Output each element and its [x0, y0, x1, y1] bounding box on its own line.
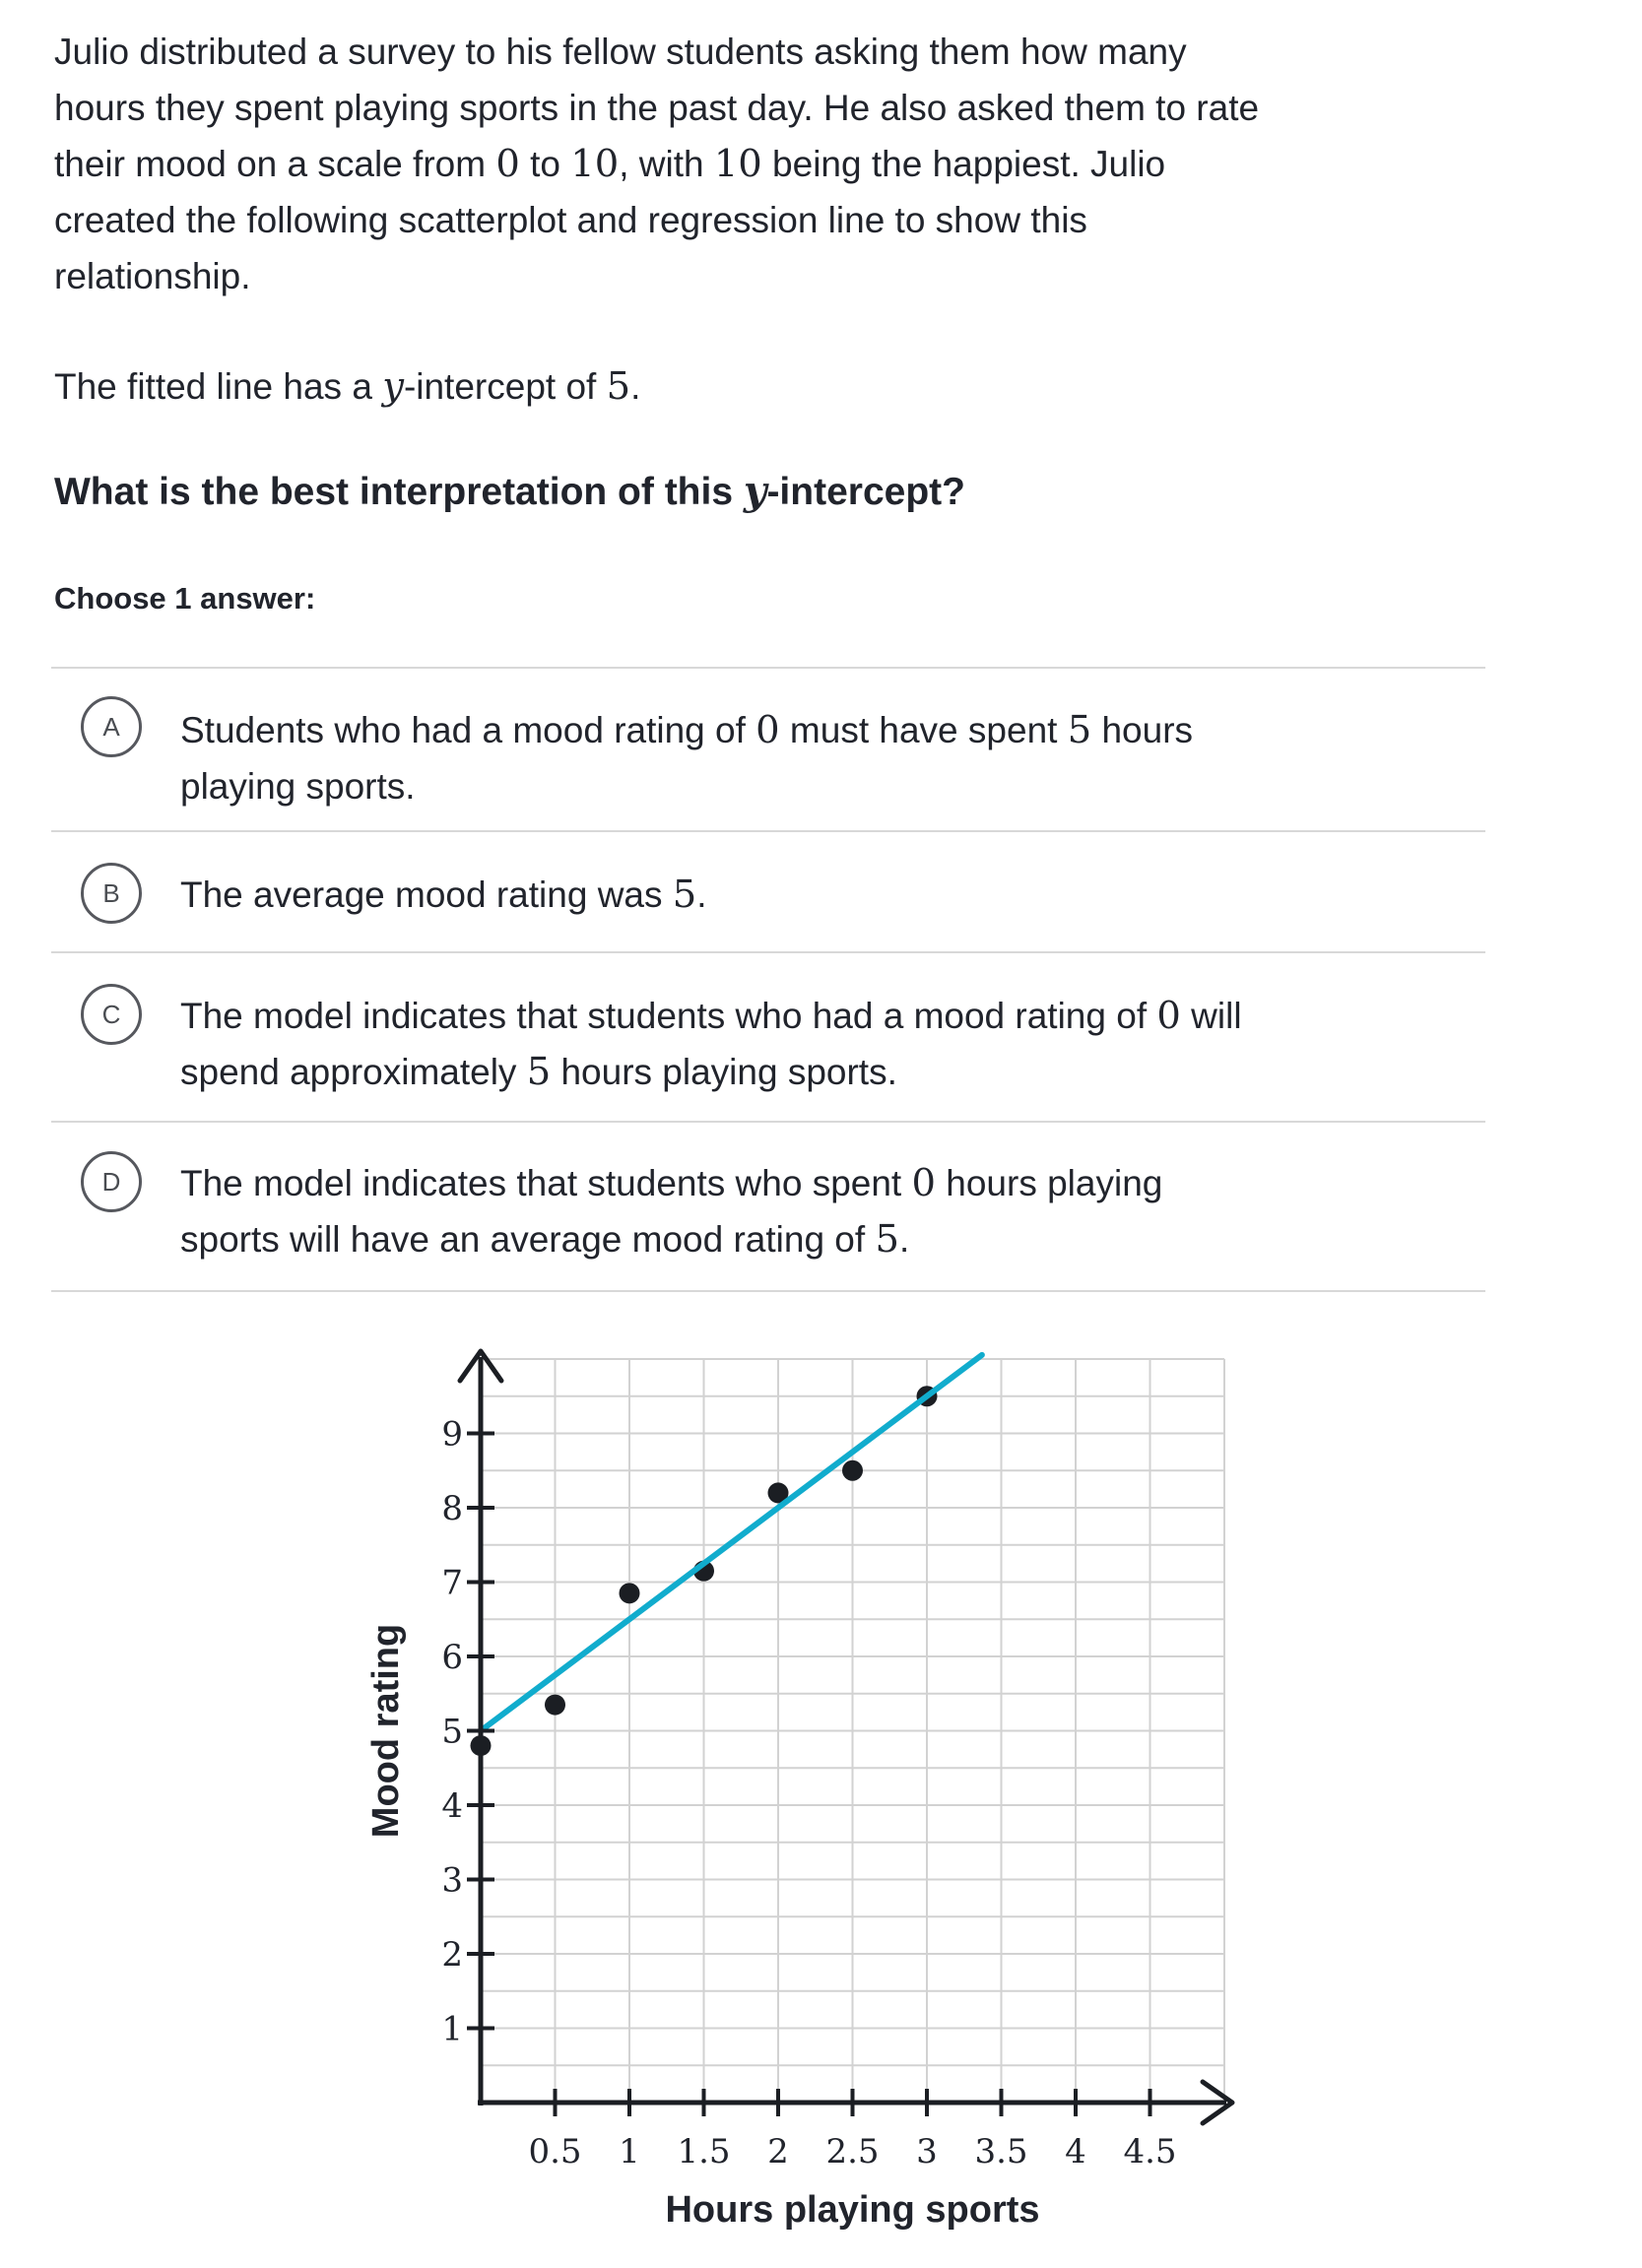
scatterplot-figure — [325, 1339, 1271, 2236]
x-tick-label: 0.5 — [528, 2132, 582, 2171]
y-tick-label: 7 — [441, 1563, 463, 1603]
text-token: . — [898, 1219, 910, 1260]
data-point — [842, 1460, 863, 1481]
x-axis-title: Hours playing sports — [665, 2189, 1040, 2231]
text-line — [180, 758, 1193, 814]
text-token: created the following scatterplot and regression line to show this — [54, 200, 1087, 240]
y-tick-label: 9 — [441, 1414, 463, 1455]
answer-option-b-radio[interactable]: B — [81, 863, 142, 924]
y-tick-label: 3 — [441, 1860, 463, 1901]
text-token: -intercept of — [403, 366, 607, 407]
x-tick-label: 1.5 — [677, 2132, 731, 2171]
y-tick-label: 1 — [441, 2009, 463, 2049]
text-token: to — [519, 144, 571, 184]
text-token: The fitted line has a — [54, 366, 383, 407]
text-token: , with — [619, 144, 714, 184]
scatterplot-svg — [325, 1339, 1271, 2236]
x-tick-label: 2 — [767, 2132, 789, 2171]
text-token: What is the best interpretation of this — [54, 471, 744, 513]
answer-option-c-radio[interactable]: C — [81, 984, 142, 1045]
data-point — [545, 1695, 565, 1716]
text-token: Students who had a mood rating of — [180, 710, 756, 750]
text-token: relationship. — [54, 256, 251, 296]
text-line — [180, 867, 707, 923]
math-token: 5 — [672, 873, 697, 917]
text-token: -intercept? — [766, 471, 965, 513]
x-tick-label: 4 — [1065, 2132, 1086, 2171]
text-token: hours — [1091, 710, 1194, 750]
text-token: spend approximately — [180, 1052, 527, 1092]
y-axis-title: Mood rating — [365, 1623, 407, 1839]
option-divider — [51, 667, 1485, 669]
answer-option-a-radio[interactable]: A — [81, 696, 142, 757]
text-line — [54, 136, 1259, 192]
text-line — [54, 248, 1259, 304]
text-token: hours they spent playing sports in the past day. He also asked them to rate — [54, 88, 1260, 128]
text-token: . — [630, 366, 641, 407]
x-tick-label: 3.5 — [974, 2132, 1028, 2171]
answer-option-a-text[interactable] — [180, 702, 1193, 814]
text-token: their mood on a scale from — [54, 144, 496, 184]
math-token: 5 — [526, 1050, 552, 1094]
option-divider — [51, 951, 1485, 953]
y-tick-label: 5 — [441, 1712, 463, 1752]
text-line — [180, 1155, 1162, 1211]
y-tick-label: 2 — [441, 1935, 463, 1975]
x-tick-label: 3 — [916, 2132, 938, 2171]
math-token: 5 — [606, 364, 631, 409]
x-tick-label: 4.5 — [1123, 2132, 1177, 2171]
text-token: playing sports. — [180, 766, 416, 807]
math-token: y — [743, 467, 767, 514]
option-divider — [51, 1290, 1485, 1292]
question-prompt — [54, 467, 965, 514]
y-tick-label: 4 — [441, 1786, 463, 1826]
text-token: Julio distributed a survey to his fellow students asking them how many — [54, 32, 1187, 72]
math-token: 0 — [911, 1161, 936, 1205]
text-token: The model indicates that students who spent — [180, 1163, 912, 1203]
math-token: 10 — [713, 142, 762, 186]
option-divider — [51, 1121, 1485, 1123]
answer-option-d-text[interactable] — [180, 1155, 1162, 1267]
math-token: 10 — [570, 142, 620, 186]
text-line — [180, 988, 1242, 1044]
text-token: The model indicates that students who had a mood rating of — [180, 996, 1157, 1036]
text-token: The average mood rating was — [180, 875, 673, 915]
text-token: hours playing — [935, 1163, 1163, 1203]
math-token: y — [382, 364, 404, 409]
text-token: must have spent — [779, 710, 1068, 750]
text-token: being the happiest. Julio — [761, 144, 1166, 184]
math-token: 0 — [495, 142, 520, 186]
text-token: will — [1180, 996, 1242, 1036]
question-intro — [54, 24, 1259, 304]
x-tick-label: 2.5 — [825, 2132, 880, 2171]
text-line — [180, 702, 1193, 758]
answer-option-c-text[interactable] — [180, 988, 1242, 1100]
text-token: sports will have an average mood rating of — [180, 1219, 876, 1260]
data-point — [620, 1583, 640, 1603]
math-token: 5 — [875, 1217, 899, 1262]
choose-answer-label: Choose 1 answer: — [54, 581, 316, 616]
text-token: hours playing sports. — [551, 1052, 897, 1092]
y-tick-label: 8 — [441, 1489, 463, 1528]
text-line — [180, 1044, 1242, 1100]
y-tick-label: 6 — [441, 1638, 463, 1677]
text-line — [54, 24, 1259, 80]
intercept-statement — [54, 358, 640, 415]
text-line — [180, 1211, 1162, 1267]
x-tick-label: 1 — [619, 2132, 640, 2171]
answer-option-b-text[interactable] — [180, 867, 707, 923]
math-token: 0 — [1156, 994, 1181, 1038]
text-line — [54, 192, 1259, 248]
math-token: 0 — [755, 708, 780, 752]
math-token: 5 — [1067, 708, 1092, 752]
text-token: . — [696, 875, 707, 915]
answer-option-d-radio[interactable]: D — [81, 1151, 142, 1212]
text-line — [54, 80, 1259, 136]
option-divider — [51, 830, 1485, 832]
